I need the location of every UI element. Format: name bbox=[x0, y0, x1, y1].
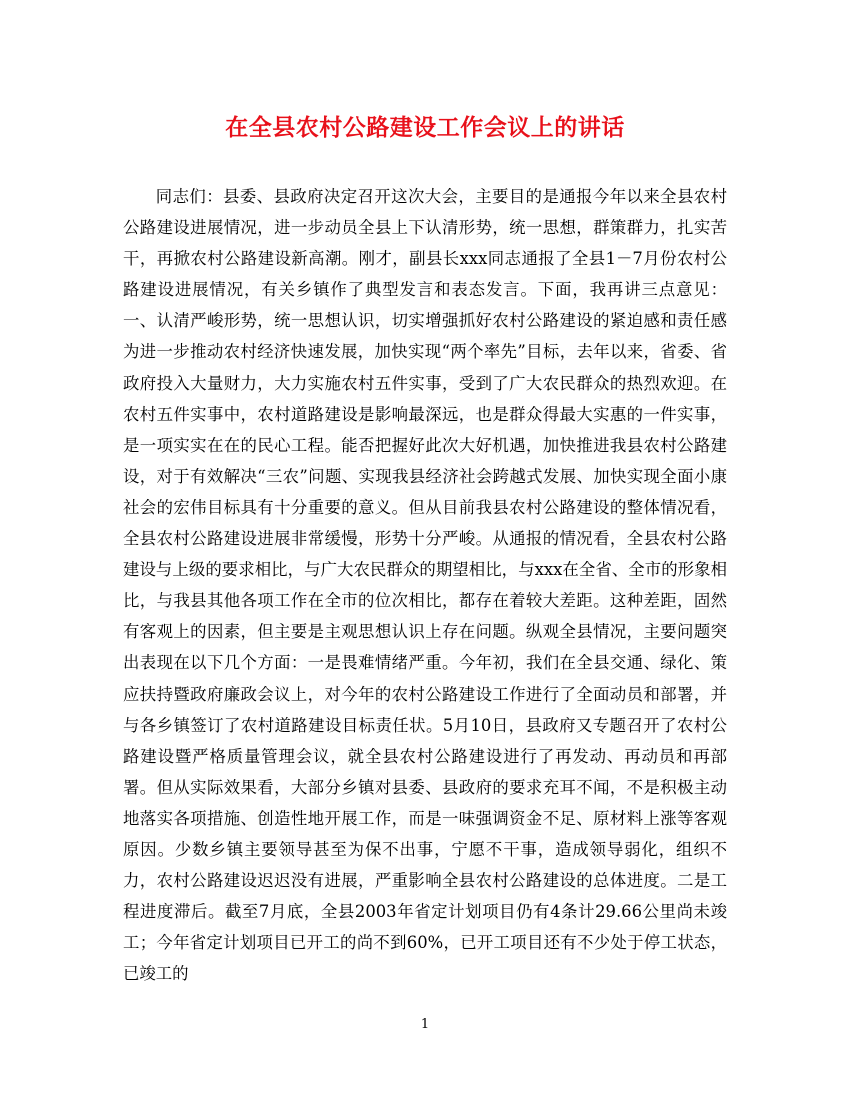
page-number: 1 bbox=[420, 1017, 430, 1032]
document-title: 在全县农村公路建设工作会议上的讲话 bbox=[225, 114, 625, 141]
document-body-text: 同志们：县委、县政府决定召开这次大会，主要目的是通报今年以来全县农村公路建设进展情况，进一步动员全县上下认清形势，统一思想，群策群力，扎实苦干，再掀农村公路建设新高潮。刚才，副县长xxx同志通报了全县1－7月份农村公路建设进展情况，有关乡镇作了典型发言和表态发言。下面，我再讲三点意见：一、认清严峻形势，统一思想认识，切实增强抓好农村公路建设的紧迫感和责任感为进一步推动农村经济快速发展，加快实现“两个率先”目标，去年以来，省委、省政府投入大量财力，大力实施农村五件实事，受到了广大农民群众的热烈欢迎。在农村五件实事中，农村道路建设是影响最深远，也是群众得最大实惠的一件实事，是一项实实在在的民心工程。能否把握好此次大好机遇，加快推进我县农村公路建设，对于有效解决“三农”问题、实现我县经济社会跨越式发展、加快实现全面小康社会的宏伟目标具有十分重要的意义。但从目前我县农村公路建设的整体情况看，全县农村公路建设进展非常缓慢，形势十分严峻。从通报的情况看，全县农村公路建设与上级的要求相比，与广大农民群众的期望相比，与xxx在全省、全市的形象相比，与我县其他各项工作在全市的位次相比，都存在着较大差距。这种差距，固然有客观上的因素，但主要是主观思想认识上存在问题。纵观全县情况，主要问题突出表现在以下几个方面：一是畏难情绪严重。今年初，我们在全县交通、绿化、策应扶持暨政府廉政会议上，对今年的农村公路建设工作进行了全面动员和部署，并与各乡镇签订了农村道路建设目标责任状。5月10日，县政府又专题召开了农村公路建设暨严格质量管理会议，就全县农村公路建设进行了再发动、再动员和再部署。但从实际效果看，大部分乡镇对县委、县政府的要求充耳不闻，不是积极主动地落实各项措施、创造性地开展工作，而是一味强调资金不足、原材料上涨等客观原因。少数乡镇主要领导甚至为保不出事，宁愿不干事，造成领导弱化，组织不力，农村公路建设迟迟没有进展，严重影响全县农村公路建设的总体进度。二是工程进度滞后。截至7月底，全县2003年省定计划项目仍有4条计29.66公里尚未竣工；今年省定计划项目已开工的尚不到60%，已开工项目还有不少处于停工状态，已竣工的 bbox=[123, 187, 727, 984]
